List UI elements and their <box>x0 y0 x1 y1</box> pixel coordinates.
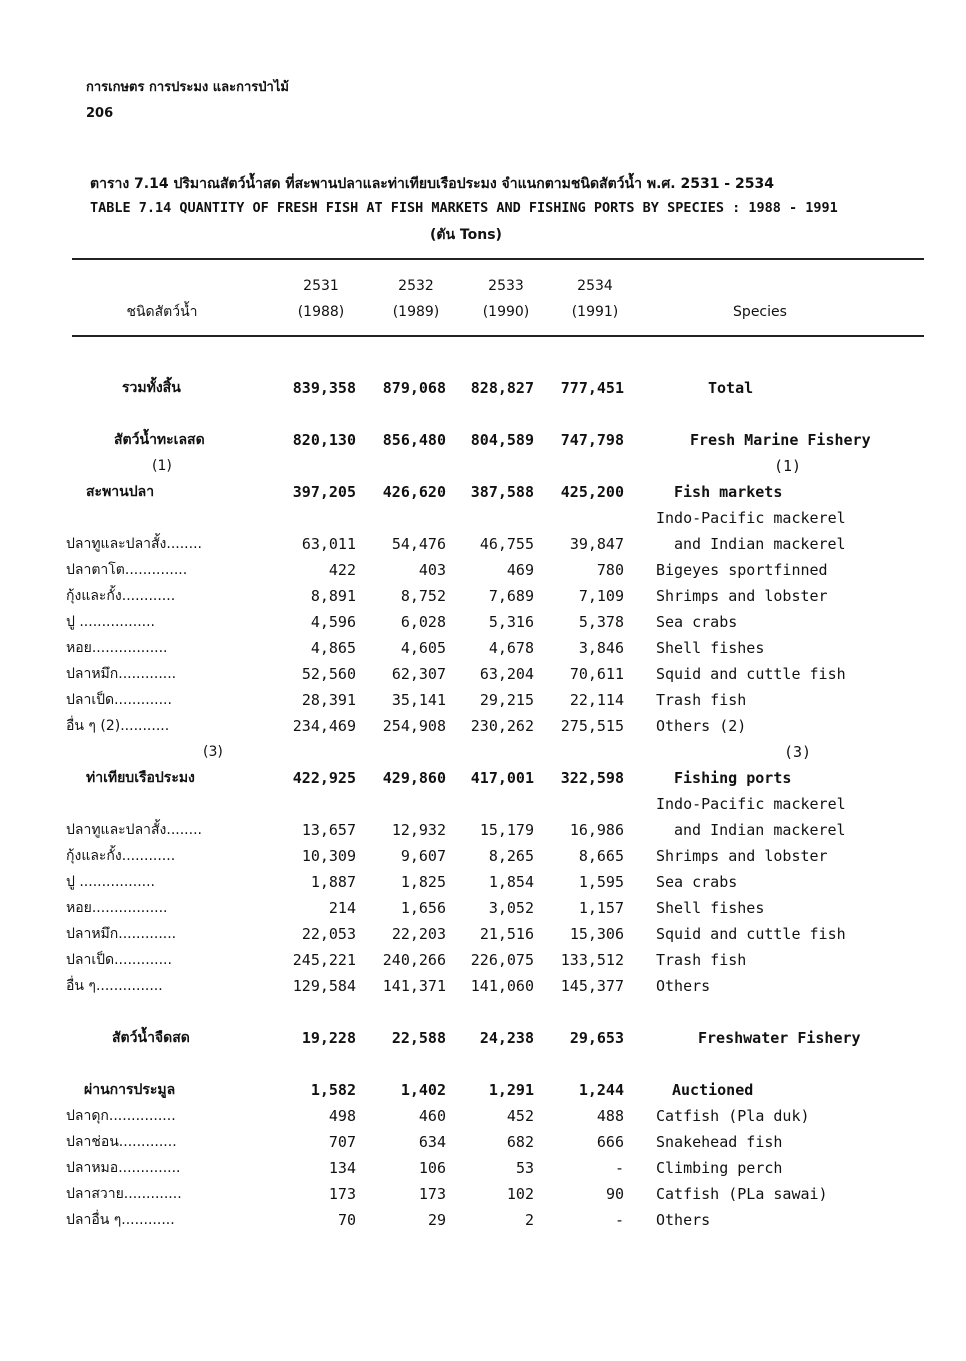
value-cell-year-2: 460 <box>418 1107 446 1125</box>
value-cell-year-4: 90 <box>605 1185 624 1203</box>
value-cell-year-4: 22,114 <box>569 691 624 709</box>
row-label-english: Catfish (PLa sawai) <box>656 1185 828 1203</box>
row-label-thai: สัตว์น้ำจืดสด <box>112 1030 190 1046</box>
value-cell-year-1: 4,596 <box>310 613 356 631</box>
value-cell-year-2: 22,588 <box>391 1029 446 1047</box>
row-label-english: Climbing perch <box>656 1159 783 1177</box>
row-label-thai: ปลาอื่น ๆ............ <box>66 1212 175 1228</box>
row-label-thai: หอย................. <box>66 900 168 916</box>
value-cell-year-4: 8,665 <box>578 847 624 865</box>
value-cell-year-3: 8,265 <box>488 847 534 865</box>
value-cell-year-1: 820,130 <box>292 431 356 449</box>
value-cell-year-1: 1,887 <box>310 873 356 891</box>
row-label-thai: ผ่านการประมูล <box>84 1082 176 1098</box>
row-label-english: Indo-Pacific mackerel <box>656 795 846 813</box>
value-cell-year-3: 21,516 <box>479 925 534 943</box>
value-cell-year-4: 133,512 <box>560 951 624 969</box>
value-cell-year-1: 4,865 <box>310 639 356 657</box>
value-cell-year-3: 4,678 <box>488 639 534 657</box>
value-cell-year-3: 417,001 <box>470 769 534 787</box>
value-cell-year-4: 666 <box>596 1133 624 1151</box>
value-cell-year-2: 141,371 <box>382 977 446 995</box>
unit-label: (ตัน Tons) <box>430 227 502 243</box>
value-cell-year-3: 24,238 <box>479 1029 534 1047</box>
row-label-thai: (3) <box>203 744 223 760</box>
value-cell-year-1: 707 <box>328 1133 356 1151</box>
value-cell-year-2: 22,203 <box>391 925 446 943</box>
row-label-thai: ปลาทูและปลาสั้ง........ <box>66 822 202 838</box>
value-cell-year-4: 488 <box>596 1107 624 1125</box>
row-label-english: Fishing ports <box>674 769 792 787</box>
value-cell-year-2: 1,402 <box>400 1081 446 1099</box>
value-cell-year-2: 9,607 <box>400 847 446 865</box>
value-cell-year-1: 1,582 <box>310 1081 356 1099</box>
value-cell-year-2: 403 <box>418 561 446 579</box>
row-label-english: Fish markets <box>674 483 783 501</box>
row-label-thai: ปลาเป็ด............. <box>66 692 172 708</box>
value-cell-year-4: 777,451 <box>560 379 624 397</box>
value-cell-year-2: 1,656 <box>400 899 446 917</box>
value-cell-year-4: 5,378 <box>578 613 624 631</box>
value-cell-year-3: 804,589 <box>470 431 534 449</box>
value-cell-year-3: 102 <box>506 1185 534 1203</box>
value-cell-year-1: 214 <box>328 899 356 917</box>
value-cell-year-3: 3,052 <box>488 899 534 917</box>
row-label-english: and Indian mackerel <box>674 821 846 839</box>
value-cell-year-3: 141,060 <box>470 977 534 995</box>
value-cell-year-2: 4,605 <box>400 639 446 657</box>
value-cell-year-1: 70 <box>337 1211 356 1229</box>
row-label-thai: ปลาหมึก............. <box>66 926 177 942</box>
row-label-thai: ปลาช่อน............. <box>66 1134 177 1150</box>
running-header: การเกษตร การประมง และการป่าไม้ <box>86 80 289 95</box>
row-label-english: (1) <box>774 457 802 475</box>
value-cell-year-2: 856,480 <box>382 431 446 449</box>
value-cell-year-4: - <box>614 1159 624 1177</box>
value-cell-year-3: 828,827 <box>470 379 534 397</box>
value-cell-year-2: 29 <box>427 1211 446 1229</box>
row-label-english: Shrimps and lobster <box>656 587 828 605</box>
row-label-thai: ปู ................. <box>66 874 155 890</box>
row-label-thai: กุ้งและกั้ง............ <box>66 848 176 864</box>
table-title-english: TABLE 7.14 QUANTITY OF FRESH FISH AT FISH MARKETS AND FISHING PORTS BY SPECIES : 1988 - 1991 <box>90 200 838 216</box>
row-label-thai: ท่าเทียบเรือประมง <box>86 770 195 786</box>
row-label-thai: หอย................. <box>66 640 168 656</box>
value-cell-year-1: 245,221 <box>292 951 356 969</box>
value-cell-year-1: 28,391 <box>301 691 356 709</box>
column-header-species-thai: ชนิดสัตว์น้ำ <box>126 304 198 320</box>
row-label-english: Trash fish <box>656 691 747 709</box>
value-cell-year-2: 426,620 <box>382 483 446 501</box>
row-label-thai: ปลาดุก............... <box>66 1108 176 1124</box>
column-header-year-1-en: (1988) <box>297 304 345 320</box>
value-cell-year-3: 46,755 <box>479 535 534 553</box>
row-label-thai: รวมทั้งสิ้น <box>122 380 181 396</box>
row-label-english: Shell fishes <box>656 899 765 917</box>
row-label-thai: ปลาทูและปลาสั้ง........ <box>66 536 202 552</box>
value-cell-year-2: 62,307 <box>391 665 446 683</box>
row-label-english: Total <box>708 379 754 397</box>
row-label-english: Freshwater Fishery <box>698 1029 861 1047</box>
value-cell-year-3: 53 <box>515 1159 534 1177</box>
row-label-thai: ปลาเป็ด............. <box>66 952 172 968</box>
row-label-thai: อื่น ๆ (2)........... <box>66 718 170 734</box>
value-cell-year-3: 1,291 <box>488 1081 534 1099</box>
value-cell-year-1: 234,469 <box>292 717 356 735</box>
value-cell-year-3: 29,215 <box>479 691 534 709</box>
value-cell-year-1: 134 <box>328 1159 356 1177</box>
value-cell-year-4: 16,986 <box>569 821 624 839</box>
value-cell-year-1: 173 <box>328 1185 356 1203</box>
row-label-english: Snakehead fish <box>656 1133 783 1151</box>
row-label-english: Sea crabs <box>656 613 738 631</box>
row-label-thai: สะพานปลา <box>86 484 155 500</box>
top-rule <box>72 258 924 260</box>
value-cell-year-1: 8,891 <box>310 587 356 605</box>
value-cell-year-4: 1,157 <box>578 899 624 917</box>
row-label-english: Shell fishes <box>656 639 765 657</box>
row-label-english: and Indian mackerel <box>674 535 846 553</box>
value-cell-year-2: 254,908 <box>382 717 446 735</box>
column-header-species-english: Species <box>733 304 787 320</box>
value-cell-year-2: 634 <box>418 1133 446 1151</box>
value-cell-year-2: 429,860 <box>382 769 446 787</box>
value-cell-year-3: 226,075 <box>470 951 534 969</box>
row-label-thai: อื่น ๆ............... <box>66 978 163 994</box>
value-cell-year-1: 498 <box>328 1107 356 1125</box>
row-label-english: Catfish (Pla duk) <box>656 1107 810 1125</box>
row-label-thai: ปลาหมึก............. <box>66 666 177 682</box>
header-rule <box>72 335 924 337</box>
value-cell-year-1: 13,657 <box>301 821 356 839</box>
value-cell-year-3: 7,689 <box>488 587 534 605</box>
value-cell-year-1: 22,053 <box>301 925 356 943</box>
value-cell-year-4: 780 <box>596 561 624 579</box>
value-cell-year-4: - <box>614 1211 624 1229</box>
row-label-english: Fresh Marine Fishery <box>690 431 871 449</box>
value-cell-year-1: 397,205 <box>292 483 356 501</box>
value-cell-year-4: 275,515 <box>560 717 624 735</box>
value-cell-year-4: 1,595 <box>578 873 624 891</box>
value-cell-year-4: 7,109 <box>578 587 624 605</box>
value-cell-year-2: 879,068 <box>382 379 446 397</box>
row-label-thai: ปลาตาโต.............. <box>66 562 188 578</box>
column-header-year-3-th: 2533 <box>488 278 524 294</box>
value-cell-year-1: 422,925 <box>292 769 356 787</box>
value-cell-year-3: 387,588 <box>470 483 534 501</box>
value-cell-year-2: 8,752 <box>400 587 446 605</box>
row-label-english: (3) <box>784 743 812 761</box>
value-cell-year-3: 2 <box>524 1211 534 1229</box>
column-header-year-2-th: 2532 <box>398 278 434 294</box>
value-cell-year-4: 145,377 <box>560 977 624 995</box>
value-cell-year-1: 63,011 <box>301 535 356 553</box>
value-cell-year-4: 322,598 <box>560 769 624 787</box>
column-header-year-2-en: (1989) <box>392 304 440 320</box>
row-label-thai: ปู ................. <box>66 614 155 630</box>
value-cell-year-4: 29,653 <box>569 1029 624 1047</box>
row-label-english: Shrimps and lobster <box>656 847 828 865</box>
row-label-english: Indo-Pacific mackerel <box>656 509 846 527</box>
value-cell-year-4: 70,611 <box>569 665 624 683</box>
value-cell-year-4: 1,244 <box>578 1081 624 1099</box>
value-cell-year-3: 63,204 <box>479 665 534 683</box>
value-cell-year-2: 6,028 <box>400 613 446 631</box>
row-label-english: Squid and cuttle fish <box>656 665 846 683</box>
row-label-thai: กุ้งและกั้ง............ <box>66 588 176 604</box>
value-cell-year-1: 129,584 <box>292 977 356 995</box>
column-header-year-4-th: 2534 <box>577 278 613 294</box>
value-cell-year-3: 5,316 <box>488 613 534 631</box>
row-label-english: Bigeyes sportfinned <box>656 561 828 579</box>
value-cell-year-4: 425,200 <box>560 483 624 501</box>
row-label-thai: ปลาสวาย............. <box>66 1186 182 1202</box>
row-label-thai: ปลาหมอ.............. <box>66 1160 181 1176</box>
value-cell-year-4: 3,846 <box>578 639 624 657</box>
value-cell-year-3: 452 <box>506 1107 534 1125</box>
value-cell-year-3: 1,854 <box>488 873 534 891</box>
value-cell-year-2: 173 <box>418 1185 446 1203</box>
row-label-english: Squid and cuttle fish <box>656 925 846 943</box>
column-header-year-4-en: (1991) <box>571 304 619 320</box>
value-cell-year-4: 39,847 <box>569 535 624 553</box>
value-cell-year-3: 230,262 <box>470 717 534 735</box>
value-cell-year-4: 747,798 <box>560 431 624 449</box>
value-cell-year-2: 35,141 <box>391 691 446 709</box>
column-header-year-1-th: 2531 <box>303 278 339 294</box>
row-label-thai: (1) <box>152 458 172 474</box>
table-title-thai: ตาราง 7.14 ปริมาณสัตว์น้ำสด ที่สะพานปลาและท่าเทียบเรือประมง จำแนกตามชนิดสัตว์น้ำ พ.ศ. 2531 - 2534 <box>90 176 774 192</box>
column-header-year-3-en: (1990) <box>482 304 530 320</box>
value-cell-year-2: 12,932 <box>391 821 446 839</box>
row-label-english: Trash fish <box>656 951 747 969</box>
value-cell-year-2: 1,825 <box>400 873 446 891</box>
row-label-english: Others <box>656 1211 711 1229</box>
page-number: 206 <box>86 106 114 121</box>
row-label-english: Sea crabs <box>656 873 738 891</box>
value-cell-year-1: 422 <box>328 561 356 579</box>
row-label-thai: สัตว์น้ำทะเลสด <box>114 432 205 448</box>
value-cell-year-1: 19,228 <box>301 1029 356 1047</box>
value-cell-year-2: 54,476 <box>391 535 446 553</box>
row-label-english: Others <box>656 977 711 995</box>
value-cell-year-3: 15,179 <box>479 821 534 839</box>
row-label-english: Auctioned <box>672 1081 754 1099</box>
value-cell-year-1: 52,560 <box>301 665 356 683</box>
row-label-english: Others (2) <box>656 717 747 735</box>
value-cell-year-3: 469 <box>506 561 534 579</box>
value-cell-year-4: 15,306 <box>569 925 624 943</box>
value-cell-year-2: 240,266 <box>382 951 446 969</box>
value-cell-year-2: 106 <box>418 1159 446 1177</box>
value-cell-year-3: 682 <box>506 1133 534 1151</box>
value-cell-year-1: 10,309 <box>301 847 356 865</box>
value-cell-year-1: 839,358 <box>292 379 356 397</box>
